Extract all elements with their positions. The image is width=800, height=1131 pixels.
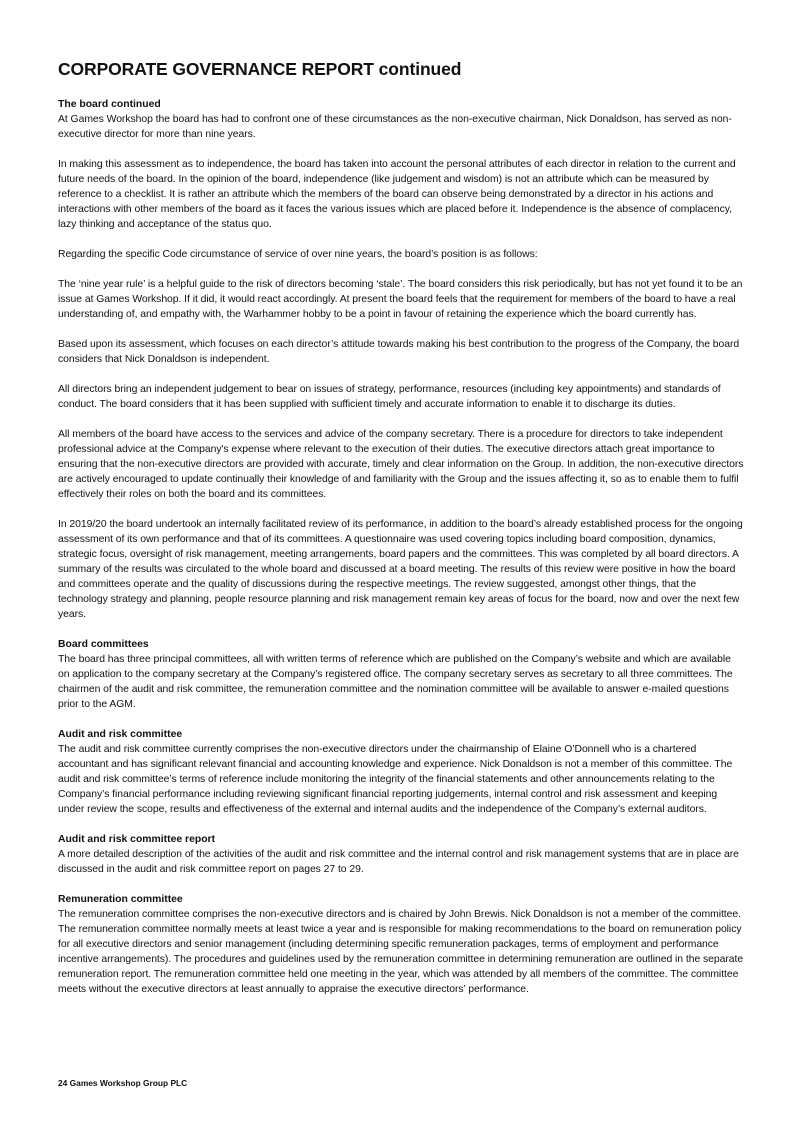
paragraph: The remuneration committee comprises the non-executive directors and is chaired by John Brewis. Nick Donaldson is not a member of the committee. The remuneration committee normally meets at least twice a year and is responsible for making recommendations to the board on remuneration policy for all executive directors and senior management (including determining specific remuneration packages, terms of employment and performance incentive arrangements). The procedures and guidelines used by the remuneration committee in determining remuneration are outlined in the separate remuneration report. The remuneration committee held one meeting in the year, which was attended by all members of the committee. The committee meets without the executive directors at least annually to appraise the executive directors’ performance. [58, 909, 744, 995]
section-remuneration-committee [58, 892, 744, 997]
section-board-committees [58, 637, 744, 712]
section-audit-risk-report [58, 832, 744, 877]
section-heading: Remuneration committee [58, 894, 183, 905]
paragraph: All members of the board have access to the services and advice of the company secretary. There is a procedure for directors to take independent professional advice at the Company's expense where relevant to the execution of their duties. The executive directors attach great importance to ensuring that the non-executive directors are provided with accurate, timely and clear information on the Group. In addition, the non-executive directors are actively encouraged to update continually their knowledge of and familiarity with the Group and the issues affecting it, so as to enable them to fulfil effectively their roles on both the board and its committees. [58, 429, 744, 500]
paragraph: In 2019/20 the board undertook an internally facilitated review of its performance, in addition to the board’s already established process for the ongoing assessment of its own performance and that of its committees. A questionnaire was used covering topics including board composition, dynamics, strategic focus, oversight of risk management, meeting arrangements, board papers and the committees. This was completed by all board directors. A summary of the results was circulated to the whole board and discussed at a board meeting. The results of this review were positive in how the board and committees operate and the quality of discussions during the respective meetings. The review suggested, amongst other things, that the technology strategy and planning, people resource planning and risk management remain key areas of focus for the board, now and over the next few years. [58, 519, 743, 620]
paragraph: The board has three principal committees, all with written terms of reference which are published on the Company’s website and which are available on application to the company secretary at the Company’s registered office. The company secretary serves as secretary to all three committees. The chairmen of the audit and risk committee, the remuneration committee and the nomination committee will be available to answer e-mailed questions prior to the AGM. [58, 654, 733, 710]
section-board-continued [58, 97, 744, 622]
section-heading: Audit and risk committee report [58, 834, 216, 845]
document-page [58, 58, 744, 1012]
paragraph: A more detailed description of the activities of the audit and risk committee and the internal control and risk management systems that are in place are discussed in the audit and risk committee report on pages 27 to 29. [58, 849, 739, 875]
paragraph: The audit and risk committee currently comprises the non-executive directors under the chairmanship of Elaine O’Donnell who is a chartered accountant and has significant relevant financial and accounting knowledge and experience. Nick Donaldson is not a member of this committee. The audit and risk committee’s terms of reference include monitoring the integrity of the financial statements and other announcements relating to the Company’s financial performance including reviewing significant financial reporting judgements, internal control and risk assessment and keeping under review the scope, results and effectiveness of the external and internal audits and the independence of the Company’s external auditors. [58, 744, 733, 815]
section-audit-risk-committee [58, 727, 744, 817]
paragraph: Regarding the specific Code circumstance of service of over nine years, the board’s position is as follows: [58, 249, 538, 260]
section-heading: Audit and risk committee [58, 729, 183, 740]
section-heading: The board continued [58, 99, 161, 110]
section-heading: Board committees [58, 639, 149, 650]
paragraph: Based upon its assessment, which focuses on each director’s attitude towards making his best contribution to the progress of the Company, the board considers that Nick Donaldson is independent. [58, 339, 740, 365]
page-footer: 24 Games Workshop Group PLC [58, 1078, 188, 1088]
paragraph: In making this assessment as to independence, the board has taken into account the personal attributes of each director in relation to the current and future needs of the board. In the opinion of the board, independence (like judgement and wisdom) is not an attribute which can be measured by reference to a checklist. It is rather an attribute which the members of the board can observe being demonstrated by a director in his actions and interactions with other members of the board as it faces the various issues which are placed before it. Independence is the absence of complacency, lazy thinking and acceptance of the status quo. [58, 159, 736, 230]
paragraph: All directors bring an independent judgement to bear on issues of strategy, performance, resources (including key appointments) and standards of conduct. The board considers that it has been supplied with sufficient timely and accurate information to enable it to discharge its duties. [58, 384, 721, 410]
paragraph: The ‘nine year rule’ is a helpful guide to the risk of directors becoming ‘stale’. The board considers this risk periodically, but has not yet found it to be an issue at Games Workshop. If it did, it would react accordingly. At present the board feels that the requirement for members of the board to have a real understanding of, and empathy with, the Warhammer hobby to be a point in favour of retaining the experience which the board currently has. [58, 279, 743, 320]
page-title: CORPORATE GOVERNANCE REPORT continued [58, 59, 462, 79]
paragraph: At Games Workshop the board has had to confront one of these circumstances as the non-executive chairman, Nick Donaldson, has served as non-executive director for more than nine years. [58, 114, 732, 140]
